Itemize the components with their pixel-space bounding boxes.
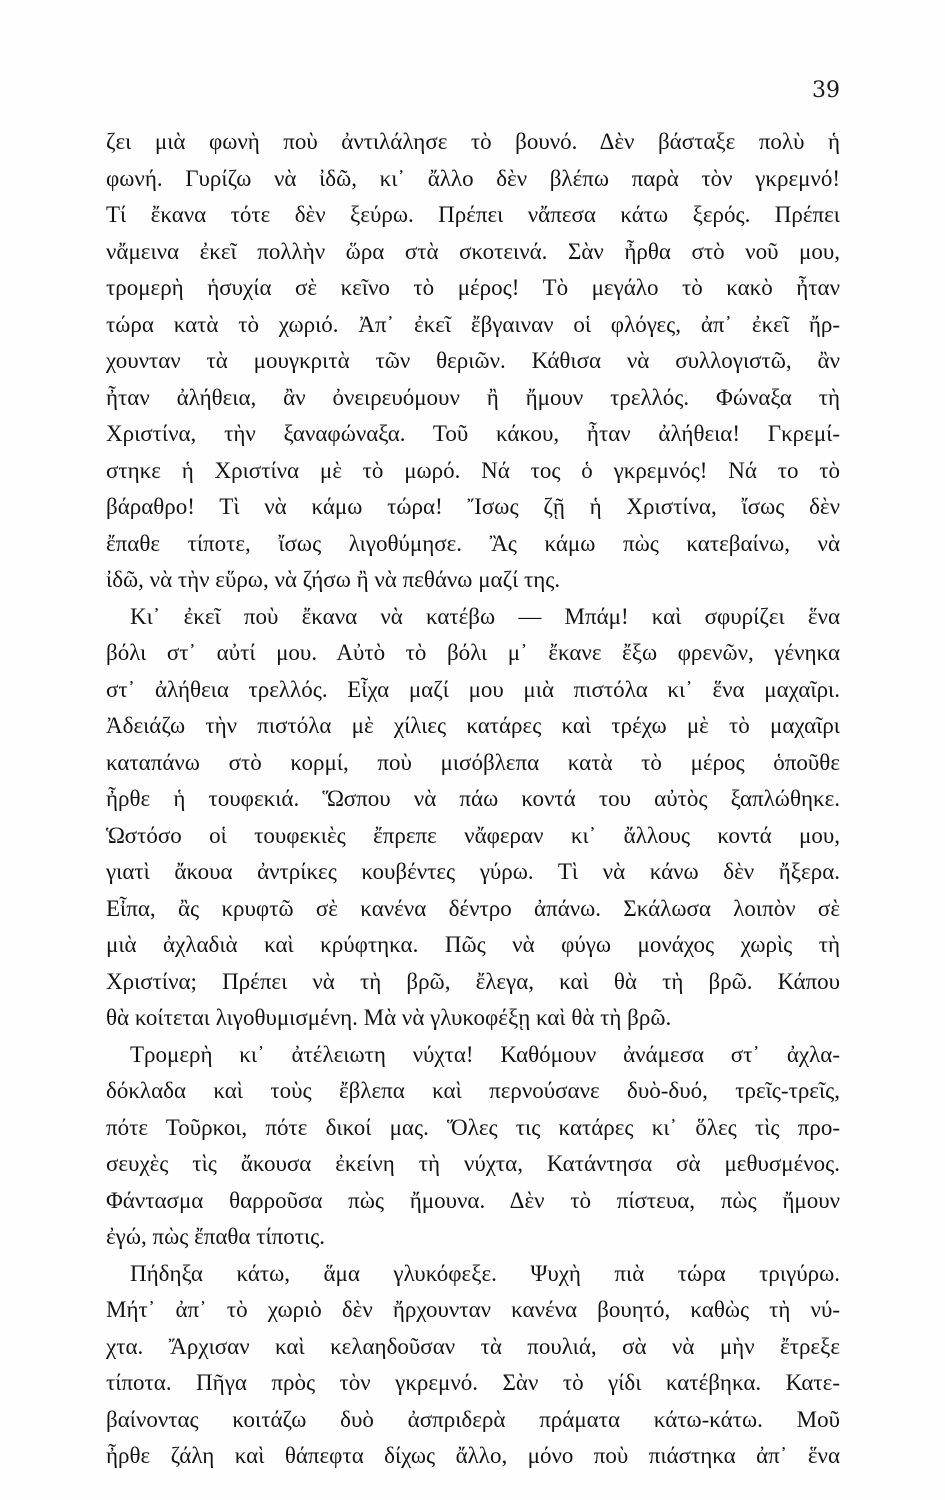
text-line: δόκλαδα καὶ τοὺς ἔβλεπα καὶ περνούσανε δυὸ-δυό, τρεῖς-τρεῖς, [106,1078,840,1103]
text-line: νἄμεινα ἐκεῖ πολλὴν ὥρα στὰ σκοτεινά. Σὰν ἦρθα στὸ νοῦ μου, [106,238,840,264]
text-line: στηκε ἡ Χριστίνα μὲ τὸ μωρό. Νά τος ὁ γκρεμνός! Νά το τὸ [106,457,840,483]
text-line: γιατὶ ἄκουα ἀντρίκες κουβέντες γύρω. Τὶ νὰ κάνω δὲν ἤξερα. [106,859,840,884]
text-line: Ὡστόσο οἱ τουφεκιὲς ἔπρεπε νἄφεραν κι᾿ ἄλλους κοντά μου, [106,822,840,848]
text-line: Χριστίνα, τὴν ξαναφώναξα. Τοῦ κάκου, ἦταν ἀλήθεια! Γκρεμί- [106,421,840,446]
text-line: ἦταν ἀλήθεια, ἂν ὀνειρευόμουν ἢ ἤμουν τρελλός. Φώναξα τὴ [106,384,840,410]
text-line: Τί ἔκανα τότε δὲν ξεύρω. Πρέπει νἄπεσα κάτω ξερός. Πρέπει [106,202,840,227]
text-line: βαίνοντας κοιτάζω δυὸ ἀσπριδερὰ πράματα κάτω-κάτω. Μοῦ [106,1406,840,1432]
text-line: ἐγώ, πὼς ἔπαθα τίποτις. [106,1224,326,1249]
text-line: φωνή. Γυρίζω νὰ ἰδῶ, κι᾿ ἄλλο δὲν βλέπω παρὰ τὸν γκρεμνό! [106,165,840,191]
body-text [106,124,840,1475]
text-line: στ᾿ ἀλήθεια τρελλός. Εἶχα μαζί μου μιὰ πιστόλα κι᾿ ἕνα μαχαῖρι. [106,676,840,702]
text-line: Χριστίνα; Πρέπει νὰ τὴ βρῶ, ἔλεγα, καὶ θὰ τὴ βρῶ. Κάπου [106,968,840,994]
text-line: τίποτα. Πῆγα πρὸς τὸν γκρεμνό. Σὰν τὸ γίδι κατέβηκα. Κατε- [106,1370,840,1395]
text-line: Ἀδειάζω τὴν πιστόλα μὲ χίλιες κατάρες καὶ τρέχω μὲ τὸ μαχαῖρι [106,713,840,738]
text-line: ἔπαθε τίποτε, ἴσως λιγοθύμησε. Ἂς κάμω πὼς κατεβαίνω, νὰ [106,530,840,556]
text-line: ζει μιὰ φωνὴ ποὺ ἀντιλάλησε τὸ βουνό. Δὲν βάσταξε πολὺ ἡ [106,129,840,154]
page-number: 39 [812,78,840,103]
text-line: Φάντασμα θαρροῦσα πὼς ἤμουνα. Δὲν τὸ πίστευα, πὼς ἤμουν [106,1187,840,1213]
text-line: σευχὲς τὶς ἄκουσα ἐκείνη τὴ νύχτα, Κατάντησα σὰ μεθυσμένος. [106,1151,840,1176]
text-line: καταπάνω στὸ κορμί, ποὺ μισόβλεπα κατὰ τὸ μέρος ὁποῦθε [106,749,840,775]
text-line: βόλι στ᾿ αὐτί μου. Αὐτὸ τὸ βόλι μ᾿ ἔκανε ἔξω φρενῶν, γένηκα [106,640,840,665]
text-line: χτα. Ἄρχισαν καὶ κελαηδοῦσαν τὰ πουλιά, σὰ νὰ μὴν ἔτρεξε [106,1333,840,1359]
text-line: πότε Τοῦρκοι, πότε δικοί μας. Ὅλες τις κατάρες κι᾿ ὅλες τὶς προ- [106,1114,840,1140]
text-line: μιὰ ἀχλαδιὰ καὶ κρύφτηκα. Πῶς νὰ φύγω μονάχος χωρὶς τὴ [106,932,840,957]
text-line: Κι᾿ ἐκεῖ ποὺ ἔκανα νὰ κατέβω — Μπάμ! καὶ σφυρίζει ἕνα [130,603,840,629]
text-line: Πήδηξα κάτω, ἅμα γλυκόφεξε. Ψυχὴ πιὰ τώρα τριγύρω. [130,1260,840,1286]
text-line: χουνταν τὰ μουγκριτὰ τῶν θεριῶν. Κάθισα νὰ συλλογιστῶ, ἂν [106,348,840,373]
text-line: Εἶπα, ἂς κρυφτῶ σὲ κανένα δέντρο ἀπάνω. Σκάλωσα λοιπὸν σὲ [106,895,840,921]
text-line: ἦρθε ἡ τουφεκιά. Ὥσπου νὰ πάω κοντά του αὐτὸς ξαπλώθηκε. [106,786,840,811]
text-line: Τρομερὴ κι᾿ ἀτέλειωτη νύχτα! Καθόμουν ἀνάμεσα στ᾿ ἀχλα- [130,1041,840,1067]
text-line: τώρα κατὰ τὸ χωριό. Ἀπ᾿ ἐκεῖ ἔβγαιναν οἱ φλόγες, ἀπ᾿ ἐκεῖ ἤρ- [106,311,840,337]
text-line: θὰ κοίτεται λιγοθυμισμένη. Μὰ νὰ γλυκοφέξῃ καὶ θὰ τὴ βρῶ. [106,1005,672,1030]
text-line: ἰδῶ, νὰ τὴν εὕρω, νὰ ζήσω ἢ νὰ πεθάνω μαζί της. [106,567,561,592]
text-line: βάραθρο! Τὶ νὰ κάμω τώρα! Ἴσως ζῇ ἡ Χριστίνα, ἴσως δὲν [106,494,840,519]
text-line: ἦρθε ζάλη καὶ θάπεφτα δίχως ἄλλο, μόνο ποὺ πιάστηκα ἀπ᾿ ἕνα [106,1443,840,1468]
text-line: τρομερὴ ἡσυχία σὲ κεῖνο τὸ μέρος! Τὸ μεγάλο τὸ κακὸ ἦταν [106,275,840,300]
text-line: Μήτ᾿ ἀπ᾿ τὸ χωριὸ δὲν ἤρχουνταν κανένα βουητό, καθὼς τὴ νύ- [106,1297,840,1322]
